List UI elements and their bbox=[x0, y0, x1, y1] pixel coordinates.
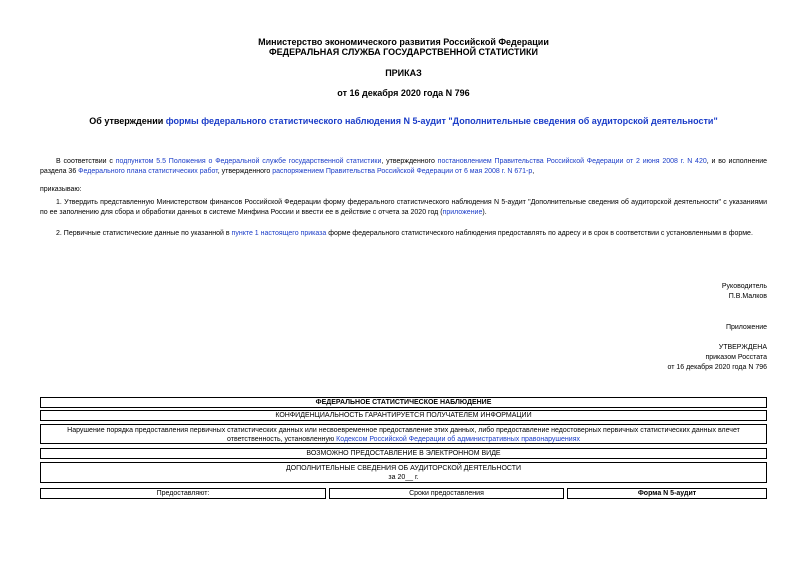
item-2-link[interactable]: пункте 1 настоящего приказа bbox=[231, 230, 327, 237]
form-electronic: ВОЗМОЖНО ПРЕДОСТАВЛЕНИЕ В ЭЛЕКТРОННОМ ВИДЕ bbox=[40, 448, 767, 459]
service-name: ФЕДЕРАЛЬНАЯ СЛУЖБА ГОСУДАРСТВЕННОЙ СТАТИСТИКИ bbox=[269, 47, 538, 57]
appendix-by-order: приказом Росстата bbox=[705, 354, 767, 361]
preamble-text-2: , утвержденного bbox=[381, 158, 438, 165]
item-2-text-1: 2. Первичные статистические данные по указанной в bbox=[56, 230, 232, 237]
item-2 bbox=[40, 229, 767, 239]
title-prefix: Об утверждении bbox=[89, 116, 166, 126]
preamble-text-4: , утвержденного bbox=[217, 168, 273, 175]
preamble-link-resolution[interactable]: постановлением Правительства Российской Федерации от 2 июня 2008 г. N 420 bbox=[437, 158, 707, 165]
doc-type: ПРИКАЗ bbox=[385, 68, 422, 78]
doc-title bbox=[0, 116, 807, 126]
title-form-link[interactable]: формы федерального статистического наблюдения N 5-аудит "Дополнительные сведения об аудиторской деятельности" bbox=[165, 116, 718, 126]
form-title-block bbox=[40, 462, 767, 483]
violation-text: Нарушение порядка предоставления первичных статистических данных или несвоевременное предоставление этих данных, либо предоставление недостоверных первичных статистических данных влечет ответственность, установленную bbox=[67, 427, 740, 443]
preamble-link-plan[interactable]: Федерального плана статистических работ bbox=[78, 168, 218, 175]
violation-code-link[interactable]: Кодексом Российской Федерации об административных правонарушениях bbox=[336, 436, 580, 443]
preamble-text-3: , и во исполнение раздела 36 bbox=[40, 158, 768, 175]
form-number-cell: Форма N 5-аудит bbox=[567, 488, 767, 499]
deadline-cell: Сроки предоставления bbox=[329, 488, 564, 499]
form-confidential: КОНФИДЕНЦИАЛЬНОСТЬ ГАРАНТИРУЕТСЯ ПОЛУЧАТЕЛЕМ ИНФОРМАЦИИ bbox=[40, 410, 767, 421]
form-period: за 20__ г. bbox=[388, 474, 419, 481]
signature-name: П.В.Малков bbox=[728, 293, 767, 300]
submit-cell: Предоставляют: bbox=[40, 488, 326, 499]
form-title: ДОПОЛНИТЕЛЬНЫЕ СВЕДЕНИЯ ОБ АУДИТОРСКОЙ ДЕЯТЕЛЬНОСТИ bbox=[285, 465, 522, 472]
item-2-text-2: форме федерального статистического наблюдения предоставлять по адресу и в срок в соответствии с установленными в форме. bbox=[326, 230, 753, 237]
preamble-link-regulation[interactable]: подпунктом 5.5 Положения о Федеральной службе государственной статистики bbox=[115, 158, 382, 165]
item-1 bbox=[40, 198, 767, 218]
appendix-approved: УТВЕРЖДЕНА bbox=[718, 344, 767, 351]
item-1-text: 1. Утвердить представленную Министерством финансов Российской Федерации форму федерального статистического наблюдения N 5-аудит "Дополнительные сведения об аудиторской деятельности" с указаниями по ее заполнению для сбора и обработки данных в системе Минфина России и ввести ее в действие с отчета за 2020 год ( bbox=[40, 199, 767, 216]
order-word: приказываю: bbox=[40, 186, 82, 193]
ministry-name: Министерство экономического развития Российской Федерации bbox=[258, 37, 549, 47]
preamble bbox=[40, 157, 767, 177]
preamble-text-5: , bbox=[532, 168, 535, 175]
form-observation-header: ФЕДЕРАЛЬНОЕ СТАТИСТИЧЕСКОЕ НАБЛЮДЕНИЕ bbox=[40, 397, 767, 408]
preamble-text-1: В соответствии с bbox=[56, 158, 116, 165]
preamble-link-order[interactable]: распоряжением Правительства Российской Федерации от 6 мая 2008 г. N 671-р bbox=[272, 168, 533, 175]
item-1-end: ). bbox=[482, 209, 487, 216]
appendix-label: Приложение bbox=[725, 324, 767, 331]
doc-date-number: от 16 декабря 2020 года N 796 bbox=[337, 88, 470, 98]
item-1-appendix-link[interactable]: приложение bbox=[442, 209, 483, 216]
signature-role: Руководитель bbox=[721, 283, 767, 290]
form-violation-notice bbox=[40, 424, 767, 444]
appendix-date: от 16 декабря 2020 года N 796 bbox=[667, 364, 767, 371]
